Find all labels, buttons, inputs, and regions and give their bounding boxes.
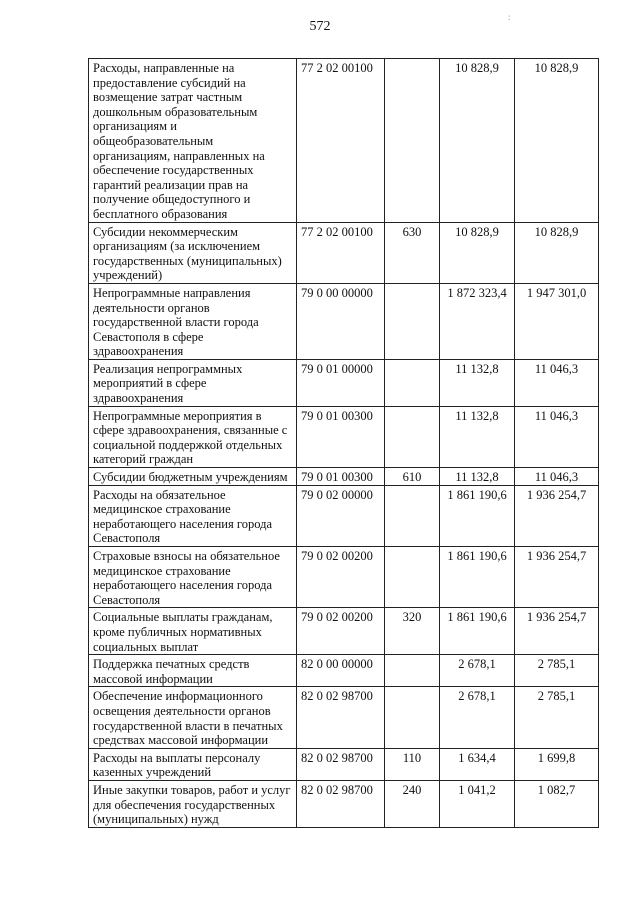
row-name-cell: Поддержка печатных средств массовой информации [89,655,297,687]
row-code-cell: 77 2 02 00100 [297,59,385,223]
row-amount-year1-cell: 1 861 190,6 [440,608,515,655]
row-amount-year1-cell: 1 861 190,6 [440,547,515,608]
row-amount-year2-cell: 2 785,1 [515,687,599,748]
row-code-cell: 79 0 02 00200 [297,608,385,655]
row-name-cell: Расходы на обязательное медицинское страхование неработающего населения города Севастополя [89,485,297,546]
row-expense-type-cell: 110 [385,748,440,780]
budget-table-body [89,59,599,828]
budget-table [88,58,599,828]
row-expense-type-cell [385,485,440,546]
row-name-cell: Расходы на выплаты персоналу казенных учреждений [89,748,297,780]
table-row [89,655,599,687]
scan-speck: : [508,12,511,22]
row-amount-year1-cell: 11 132,8 [440,468,515,486]
row-amount-year1-cell: 2 678,1 [440,655,515,687]
row-name-cell: Обеспечение информационного освещения деятельности органов государственной власти в печатных средствах массовой информации [89,687,297,748]
table-row [89,359,599,406]
row-expense-type-cell: 320 [385,608,440,655]
table-row [89,780,599,827]
table-row [89,687,599,748]
row-amount-year1-cell: 10 828,9 [440,59,515,223]
row-code-cell: 79 0 01 00300 [297,468,385,486]
row-expense-type-cell [385,359,440,406]
row-expense-type-cell [385,406,440,467]
row-name-cell: Непрограммные мероприятия в сфере здравоохранения, связанные с социальной поддержкой отдельных категорий граждан [89,406,297,467]
row-code-cell: 79 0 01 00000 [297,359,385,406]
row-expense-type-cell [385,687,440,748]
row-code-cell: 82 0 02 98700 [297,748,385,780]
row-name-cell: Субсидии бюджетным учреждениям [89,468,297,486]
row-amount-year2-cell: 11 046,3 [515,359,599,406]
row-code-cell: 79 0 01 00300 [297,406,385,467]
table-row [89,283,599,359]
row-amount-year2-cell: 10 828,9 [515,59,599,223]
table-row [89,547,599,608]
row-code-cell: 82 0 00 00000 [297,655,385,687]
row-name-cell: Расходы, направленные на предоставление субсидий на возмещение затрат частным дошкольным образовательным организациям и общеобразовательным организациям, направленных на обеспечение государственных гарантий реализации прав на получение общедоступного и бесплатного образования [89,59,297,223]
row-code-cell: 79 0 02 00200 [297,547,385,608]
table-row [89,485,599,546]
row-expense-type-cell [385,655,440,687]
row-amount-year1-cell: 10 828,9 [440,222,515,283]
row-code-cell: 82 0 02 98700 [297,687,385,748]
row-code-cell: 79 0 02 00000 [297,485,385,546]
row-name-cell: Страховые взносы на обязательное медицинское страхование неработающего населения города Севастополя [89,547,297,608]
table-row [89,406,599,467]
row-amount-year2-cell: 2 785,1 [515,655,599,687]
row-name-cell: Социальные выплаты гражданам, кроме публичных нормативных социальных выплат [89,608,297,655]
row-expense-type-cell [385,547,440,608]
row-amount-year2-cell: 11 046,3 [515,468,599,486]
row-amount-year1-cell: 1 634,4 [440,748,515,780]
row-amount-year2-cell: 1 699,8 [515,748,599,780]
table-row [89,59,599,223]
page-number: 572 [309,19,331,34]
table-row [89,608,599,655]
row-amount-year1-cell: 11 132,8 [440,359,515,406]
row-amount-year1-cell: 2 678,1 [440,687,515,748]
row-amount-year1-cell: 1 041,2 [440,780,515,827]
row-amount-year1-cell: 1 861 190,6 [440,485,515,546]
row-amount-year1-cell: 1 872 323,4 [440,283,515,359]
row-code-cell: 77 2 02 00100 [297,222,385,283]
row-amount-year2-cell: 1 082,7 [515,780,599,827]
table-row [89,748,599,780]
row-expense-type-cell: 610 [385,468,440,486]
row-amount-year2-cell: 1 947 301,0 [515,283,599,359]
row-expense-type-cell [385,59,440,223]
row-expense-type-cell [385,283,440,359]
row-expense-type-cell: 630 [385,222,440,283]
row-amount-year2-cell: 10 828,9 [515,222,599,283]
row-amount-year2-cell: 1 936 254,7 [515,485,599,546]
row-expense-type-cell: 240 [385,780,440,827]
row-name-cell: Субсидии некоммерческим организациям (за исключением государственных (муниципальных) учреждений) [89,222,297,283]
row-code-cell: 82 0 02 98700 [297,780,385,827]
row-name-cell: Непрограммные направления деятельности органов государственной власти города Севастополя в сфере здравоохранения [89,283,297,359]
table-row [89,468,599,486]
row-name-cell: Реализация непрограммных мероприятий в сфере здравоохранения [89,359,297,406]
table-row [89,222,599,283]
row-amount-year2-cell: 1 936 254,7 [515,547,599,608]
row-amount-year1-cell: 11 132,8 [440,406,515,467]
row-amount-year2-cell: 11 046,3 [515,406,599,467]
page-bottom-edge [88,845,598,905]
row-amount-year2-cell: 1 936 254,7 [515,608,599,655]
row-name-cell: Иные закупки товаров, работ и услуг для обеспечения государственных (муниципальных) нужд [89,780,297,827]
row-code-cell: 79 0 00 00000 [297,283,385,359]
